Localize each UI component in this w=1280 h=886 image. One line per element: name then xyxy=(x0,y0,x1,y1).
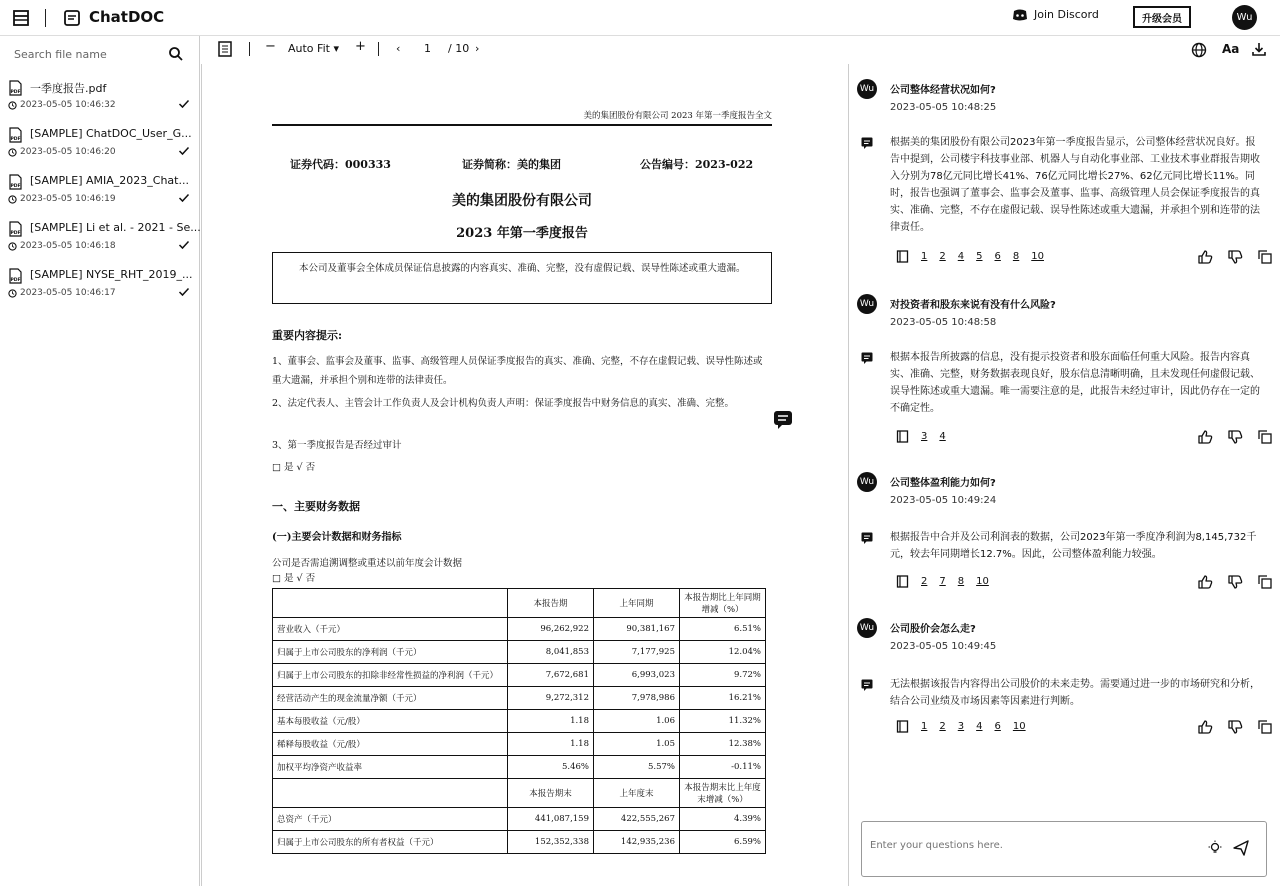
file-time-text: 2023-05-05 10:46:20 xyxy=(20,147,116,157)
financial-table xyxy=(272,588,766,854)
copy-icon[interactable] xyxy=(1257,429,1273,445)
chatdoc-logo-icon xyxy=(63,9,81,27)
total-pages: / 10 xyxy=(448,42,470,55)
document-toolbar xyxy=(201,36,847,64)
table-header-cell: 本报告期比上年同期增减（%） xyxy=(680,589,766,618)
table-header-cell xyxy=(273,779,508,808)
company-name: 美的集团股份有限公司 xyxy=(452,193,592,209)
clock-icon xyxy=(8,101,17,110)
citation-link[interactable]: 6 xyxy=(994,251,1001,262)
question-time: 2023-05-05 10:49:24 xyxy=(890,495,997,506)
top-bar xyxy=(0,0,1280,36)
table-cell: 总资产（千元） xyxy=(273,808,508,831)
table-cell: 11.32% xyxy=(680,710,766,733)
question-time: 2023-05-05 10:48:58 xyxy=(890,317,997,328)
feedback-actions xyxy=(1197,249,1273,265)
table-cell: 稀释每股收益（元/股） xyxy=(273,733,508,756)
clock-icon xyxy=(8,148,17,157)
table-cell: 归属于上市公司股东的扣除非经常性损益的净利润（千元） xyxy=(273,664,508,687)
citation-link[interactable]: 8 xyxy=(957,576,965,587)
table-header-row xyxy=(273,589,766,618)
citation-link[interactable]: 4 xyxy=(957,251,965,262)
check-icon xyxy=(178,98,190,110)
pdf-file-icon xyxy=(8,268,23,284)
outline-icon[interactable] xyxy=(217,41,233,57)
subsection-heading: (一)主要会计数据和财务指标 xyxy=(272,532,402,543)
search-icon[interactable] xyxy=(168,46,184,62)
thumbs-down-icon[interactable] xyxy=(1227,574,1243,590)
file-name: [SAMPLE] NYSE_RHT_2019_... xyxy=(30,268,193,281)
file-time-text: 2023-05-05 10:46:17 xyxy=(20,288,116,298)
file-list-item[interactable] xyxy=(8,123,194,167)
page-header: 美的集团股份有限公司 2023 年第一季度报告全文 xyxy=(272,109,772,126)
table-cell: 5.46% xyxy=(508,756,594,779)
copy-icon[interactable] xyxy=(1257,574,1273,590)
citation-link[interactable]: 10 xyxy=(976,576,989,587)
item-2: 2、法定代表人、主管会计工作负责人及会计机构负责人声明：保证季度报告中财务信息的真实、准确、完整。 xyxy=(272,398,735,409)
file-name: [SAMPLE] AMIA_2023_Chat... xyxy=(30,174,189,187)
svg-text:PDF: PDF xyxy=(10,231,21,236)
table-cell: 1.18 xyxy=(508,710,594,733)
table-cell: 90,381,167 xyxy=(594,618,680,641)
thumbs-up-icon[interactable] xyxy=(1197,719,1213,735)
menu-icon[interactable] xyxy=(12,9,30,27)
question-text: 公司整体盈利能力如何? xyxy=(890,478,996,489)
file-time-text: 2023-05-05 10:46:32 xyxy=(20,100,116,110)
thumbs-up-icon[interactable] xyxy=(1197,249,1213,265)
table-header-cell xyxy=(273,589,508,618)
notice-box: 本公司及董事会全体成员保证信息披露的内容真实、准确、完整，没有虚假记载、误导性陈述或重大遗漏。 xyxy=(272,252,772,304)
svg-text:PDF: PDF xyxy=(10,90,21,95)
key-heading: 重要内容提示: xyxy=(272,329,343,342)
assistant-icon xyxy=(861,352,873,364)
table-cell: 142,935,236 xyxy=(594,831,680,854)
svg-text:PDF: PDF xyxy=(10,137,21,142)
question-text: 公司整体经营状况如何? xyxy=(890,85,996,96)
table-row xyxy=(273,710,766,733)
user-avatar[interactable]: Wu xyxy=(1232,5,1257,30)
user-avatar: Wu xyxy=(857,79,877,99)
svg-text:PDF: PDF xyxy=(10,184,21,189)
item-3: 3、第一季度报告是否经过审计 xyxy=(272,440,402,451)
table-row xyxy=(273,756,766,779)
table-cell: 基本每股收益（元/股） xyxy=(273,710,508,733)
file-search[interactable] xyxy=(12,44,188,66)
table-cell: 9.72% xyxy=(680,664,766,687)
file-timestamp xyxy=(8,288,116,298)
assistant-icon xyxy=(861,532,873,544)
table-row xyxy=(273,687,766,710)
table-cell: 96,262,922 xyxy=(508,618,594,641)
discord-icon xyxy=(1012,9,1028,21)
table-cell: 12.38% xyxy=(680,733,766,756)
app-title: ChatDOC xyxy=(89,8,165,26)
file-timestamp xyxy=(8,100,116,110)
file-timestamp xyxy=(8,194,116,204)
pdf-file-icon xyxy=(8,174,23,190)
zoom-out-button[interactable]: − xyxy=(265,39,276,54)
citation-link[interactable]: 2 xyxy=(921,576,928,587)
table-cell: 4.39% xyxy=(680,808,766,831)
table-header-cell: 本报告期末比上年度末增减（%） xyxy=(680,779,766,808)
table-header-cell: 上年同期 xyxy=(594,589,680,618)
file-list-item[interactable] xyxy=(8,170,194,214)
citation-link[interactable]: 1 xyxy=(921,251,928,262)
file-name: [SAMPLE] Li et al. - 2021 - Se... xyxy=(30,221,201,234)
answer-text: 根据美的集团股份有限公司2023年第一季度报告显示，公司整体经营状况良好。报告中提到，公司楼宇科技事业部、机器人与自动化事业部、工业技术事业群报告期收入分别为78亿元同比增长41%、76亿元同比增长27%、62亿元同比增长11%。同时，报告也强调了董事会、监事会及董事、监事、高级管理人员会保证季度报告的真实、准确、完整，不存在虚假记载、误导性陈述或重大遗漏，并承担个别和连带的法律责任。 xyxy=(890,137,1260,233)
clock-icon xyxy=(8,242,17,251)
user-avatar: Wu xyxy=(857,618,877,638)
search-input[interactable]: Search file name xyxy=(14,48,107,61)
question-text: 公司股价会怎么走? xyxy=(890,624,976,635)
table-row xyxy=(273,664,766,687)
question-input-box[interactable] xyxy=(861,821,1267,877)
citation-link[interactable]: 4 xyxy=(939,431,946,442)
pdf-file-icon xyxy=(8,221,23,237)
table-row xyxy=(273,618,766,641)
copy-icon[interactable] xyxy=(1257,719,1273,735)
file-timestamp xyxy=(8,147,116,157)
chat-panel xyxy=(848,64,1280,886)
table-cell: 7,672,681 xyxy=(508,664,594,687)
table-cell: 9,272,312 xyxy=(508,687,594,710)
question-input[interactable] xyxy=(870,840,1190,851)
thumbs-down-icon[interactable] xyxy=(1227,249,1243,265)
file-timestamp xyxy=(8,241,116,251)
citation-link[interactable]: 3 xyxy=(957,721,965,732)
check-icon xyxy=(178,239,190,251)
stock-short-name: 证券简称：美的集团 xyxy=(462,158,561,171)
citation-link[interactable]: 2 xyxy=(939,721,946,732)
question-time: 2023-05-05 10:49:45 xyxy=(890,641,997,652)
chevron-down-icon: ▾ xyxy=(333,42,339,55)
zoom-select[interactable] xyxy=(288,42,339,55)
table-cell: 营业收入（千元） xyxy=(273,618,508,641)
svg-text:PDF: PDF xyxy=(10,278,21,283)
table-cell: 7,177,925 xyxy=(594,641,680,664)
citation-list xyxy=(896,720,1026,733)
copy-icon[interactable] xyxy=(1257,249,1273,265)
lightbulb-icon[interactable] xyxy=(1207,840,1223,856)
citation-link[interactable]: 7 xyxy=(939,576,946,587)
table-cell: 8,041,853 xyxy=(508,641,594,664)
check-icon xyxy=(178,286,190,298)
table-cell: 1.05 xyxy=(594,733,680,756)
table-row xyxy=(273,831,766,854)
table-cell: 16.21% xyxy=(680,687,766,710)
prev-page-icon[interactable]: ‹ xyxy=(396,42,401,55)
chat-toolbar xyxy=(848,36,1280,64)
file-list-item[interactable] xyxy=(8,264,194,308)
table-cell: 1.18 xyxy=(508,733,594,756)
assistant-icon xyxy=(861,137,873,149)
table-cell: 加权平均净资产收益率 xyxy=(273,756,508,779)
discord-label: Join Discord xyxy=(1034,8,1099,21)
table-row xyxy=(273,641,766,664)
table-row xyxy=(273,733,766,756)
table-header-row xyxy=(273,779,766,808)
table-cell: 经营活动产生的现金流量净额（千元） xyxy=(273,687,508,710)
send-icon[interactable] xyxy=(1233,840,1249,856)
font-size-icon[interactable]: Aa xyxy=(1222,42,1240,56)
thumbs-down-icon[interactable] xyxy=(1227,429,1243,445)
table-cell: 6,993,023 xyxy=(594,664,680,687)
file-time-text: 2023-05-05 10:46:18 xyxy=(20,241,116,251)
table-header-cell: 上年度末 xyxy=(594,779,680,808)
table-cell: 归属于上市公司股东的所有者权益（千元） xyxy=(273,831,508,854)
citation-link[interactable]: 4 xyxy=(976,721,983,732)
table-header-cell: 本报告期 xyxy=(508,589,594,618)
file-name: [SAMPLE] ChatDOC_User_G... xyxy=(30,127,192,140)
file-list-item[interactable] xyxy=(8,217,201,261)
source-book-icon xyxy=(896,250,909,263)
feedback-actions xyxy=(1197,719,1273,735)
download-icon[interactable] xyxy=(1251,41,1267,57)
user-avatar: Wu xyxy=(857,472,877,492)
table-row xyxy=(273,808,766,831)
announcement-number: 公告编号：2023-022 xyxy=(640,158,754,171)
item-1: 1、董事会、监事会及董事、监事、高级管理人员保证季度报告的真实、准确、完整，不存在虚假记载、误导性陈述或重大遗漏，并承担个别和连带的法律责任。 xyxy=(272,356,763,386)
citation-link[interactable]: 3 xyxy=(921,431,928,442)
restate-choice: □ 是 √ 否 xyxy=(272,573,316,584)
audit-choice: □ 是 √ 否 xyxy=(272,462,316,473)
answer-text: 无法根据该报告内容得出公司股价的未来走势。需要通过进一步的市场研究和分析，结合公司业绩及市场因素等因素进行判断。 xyxy=(890,679,1260,707)
table-cell: 12.04% xyxy=(680,641,766,664)
citation-link[interactable]: 2 xyxy=(939,251,946,262)
document-viewer[interactable] xyxy=(201,64,847,886)
pdf-file-icon xyxy=(8,80,23,96)
table-cell: 归属于上市公司股东的净利润（千元） xyxy=(273,641,508,664)
report-title: 2023 年第一季度报告 xyxy=(456,226,588,241)
check-icon xyxy=(178,145,190,157)
table-cell: 441,087,159 xyxy=(508,808,594,831)
table-cell: 5.57% xyxy=(594,756,680,779)
table-cell: 152,352,338 xyxy=(508,831,594,854)
divider xyxy=(378,42,379,56)
zoom-value: Auto Fit xyxy=(288,42,330,55)
question-time: 2023-05-05 10:48:25 xyxy=(890,102,997,113)
restate-question: 公司是否需追溯调整或重述以前年度会计数据 xyxy=(272,558,463,569)
table-cell: 1.06 xyxy=(594,710,680,733)
page-number-input[interactable]: 1 xyxy=(424,42,431,55)
citation-link[interactable]: 10 xyxy=(1031,251,1044,262)
feedback-actions xyxy=(1197,574,1273,590)
section-heading: 一、主要财务数据 xyxy=(272,500,360,513)
answer-text: 根据报告中合并及公司利润表的数据，公司2023年第一季度净利润为8,145,732千元，较去年同期增长12.7%。因此，公司整体盈利能力较强。 xyxy=(890,532,1257,560)
clock-icon xyxy=(8,289,17,298)
question-text: 对投资者和股东来说有没有什么风险? xyxy=(890,300,1056,311)
citation-list xyxy=(896,575,989,588)
pdf-file-icon xyxy=(8,127,23,143)
table-cell: -0.11% xyxy=(680,756,766,779)
divider xyxy=(249,42,250,56)
thumbs-down-icon[interactable] xyxy=(1227,719,1243,735)
citation-list xyxy=(896,250,1044,263)
citation-link[interactable]: 8 xyxy=(1012,251,1020,262)
divider xyxy=(45,9,46,27)
upgrade-button[interactable]: 升级会员 xyxy=(1133,6,1191,28)
source-book-icon xyxy=(896,430,909,443)
check-icon xyxy=(178,192,190,204)
thumbs-up-icon[interactable] xyxy=(1197,574,1213,590)
globe-icon[interactable] xyxy=(1191,42,1207,58)
file-time-text: 2023-05-05 10:46:19 xyxy=(20,194,116,204)
table-cell: 6.59% xyxy=(680,831,766,854)
source-book-icon xyxy=(896,720,909,733)
stock-code: 证券代码：000333 xyxy=(290,158,391,171)
feedback-actions xyxy=(1197,429,1273,445)
file-name: 一季度报告.pdf xyxy=(30,82,107,95)
answer-text: 根据本报告所披露的信息，没有提示投资者和股东面临任何重大风险。报告内容真实、准确、完整，财务数据表现良好，股东信息清晰明确，且未发现任何虚假记载、误导性陈述或重大遗漏。唯一需要注意的是，此报告未经过审计，因此仍存在一定的不确定性。 xyxy=(890,352,1260,414)
table-cell: 7,978,986 xyxy=(594,687,680,710)
zoom-in-button[interactable]: + xyxy=(355,39,366,54)
table-header-cell: 本报告期末 xyxy=(508,779,594,808)
chat-bubble-icon[interactable] xyxy=(772,408,794,430)
citation-link[interactable]: 6 xyxy=(994,721,1001,732)
file-list-item[interactable] xyxy=(8,76,194,120)
source-book-icon xyxy=(896,575,909,588)
next-page-icon[interactable]: › xyxy=(475,42,480,55)
citation-list xyxy=(896,430,946,443)
join-discord-link[interactable] xyxy=(1012,8,1099,21)
citation-link[interactable]: 1 xyxy=(921,721,928,732)
user-avatar: Wu xyxy=(857,294,877,314)
table-cell: 6.51% xyxy=(680,618,766,641)
thumbs-up-icon[interactable] xyxy=(1197,429,1213,445)
table-cell: 422,555,267 xyxy=(594,808,680,831)
citation-link[interactable]: 10 xyxy=(1012,721,1026,732)
file-sidebar xyxy=(0,36,200,886)
clock-icon xyxy=(8,195,17,204)
citation-link[interactable]: 5 xyxy=(976,251,983,262)
assistant-icon xyxy=(861,679,873,691)
